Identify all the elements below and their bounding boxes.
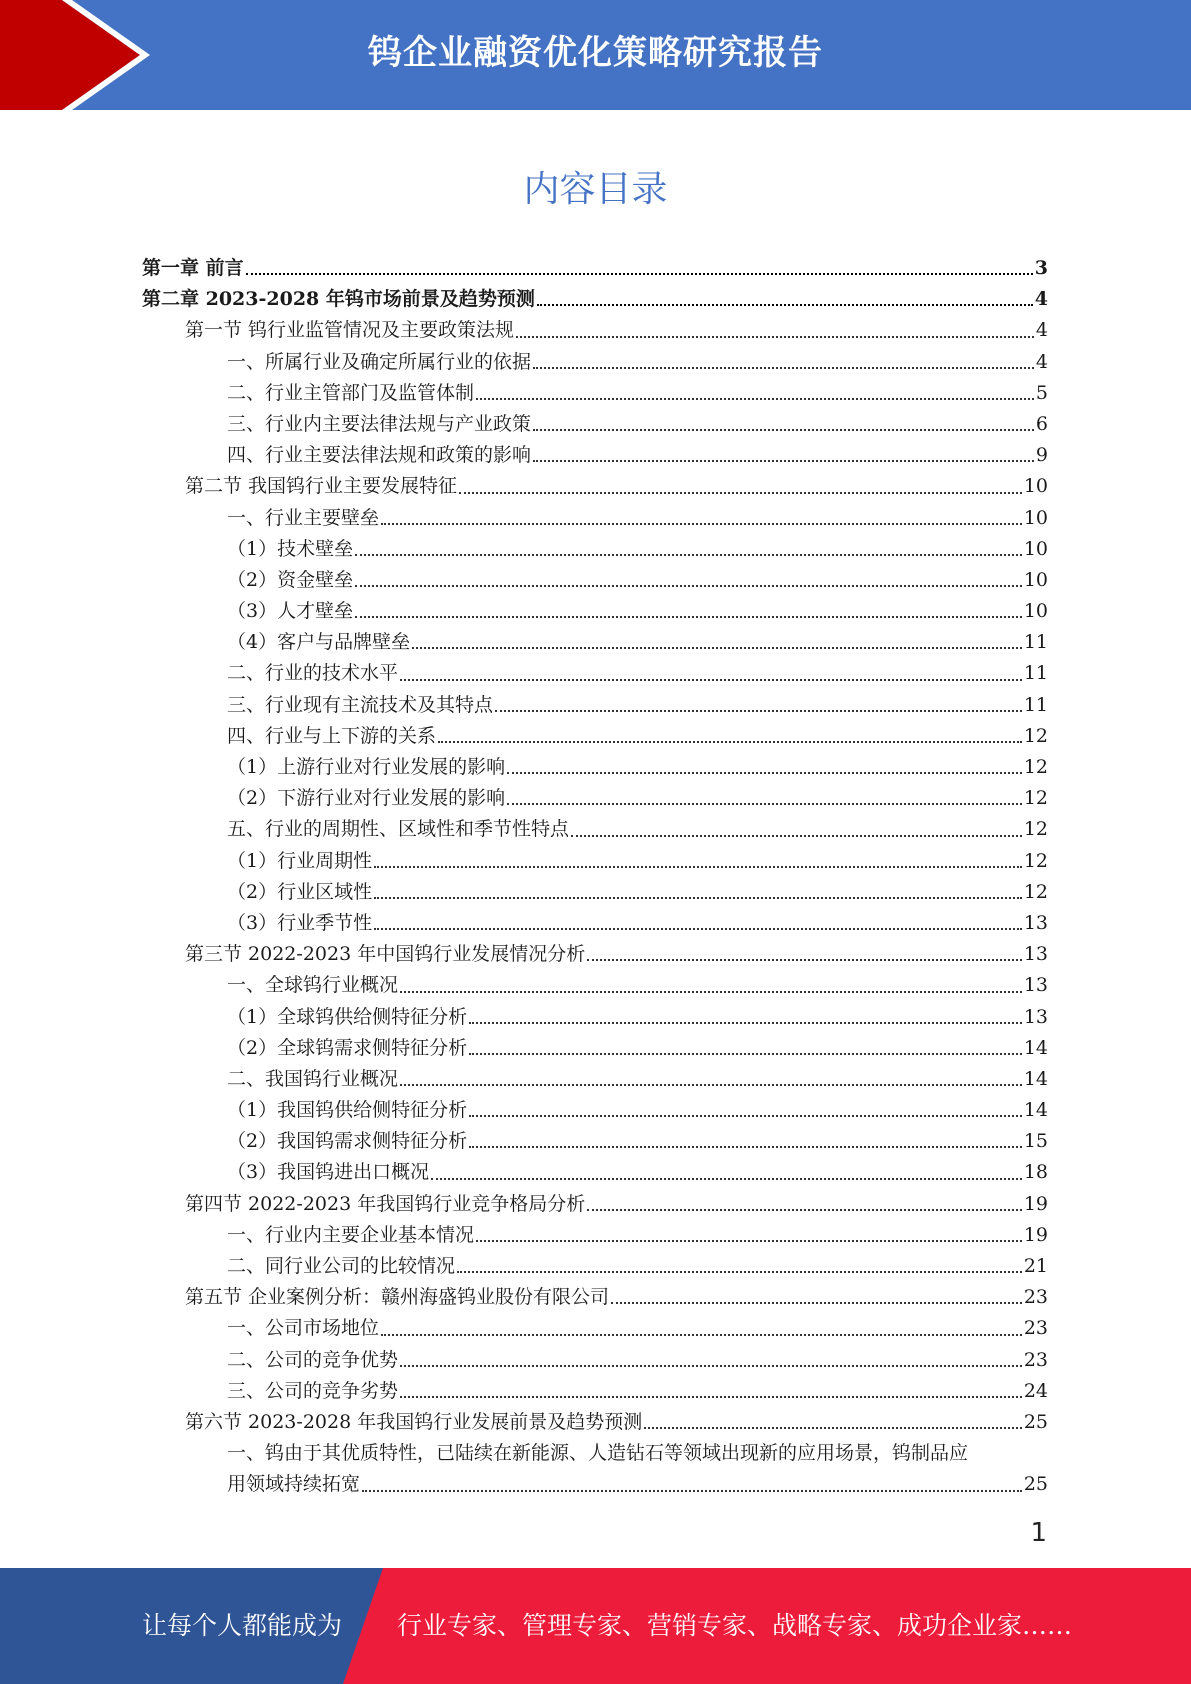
toc-entry[interactable] bbox=[142, 1282, 1048, 1313]
toc-entry-page: 13 bbox=[1023, 974, 1048, 997]
toc-dot-leader bbox=[469, 1115, 1022, 1117]
toc-dot-leader bbox=[587, 1209, 1022, 1211]
toc-entry[interactable] bbox=[142, 596, 1048, 627]
toc-entry-label: 一、公司市场地位 bbox=[227, 1317, 380, 1340]
toc-entry[interactable] bbox=[142, 877, 1048, 908]
toc-entry-page: 5 bbox=[1035, 381, 1048, 404]
footer-slogan-left: 让每个人都能成为 bbox=[142, 1611, 343, 1640]
toc-entry-label: 一、全球钨行业概况 bbox=[227, 974, 399, 997]
toc-dot-leader bbox=[400, 991, 1022, 993]
toc-entry-page: 9 bbox=[1035, 444, 1048, 467]
toc-entry[interactable] bbox=[142, 315, 1048, 346]
toc-dot-leader bbox=[476, 398, 1034, 400]
toc-entry-label-line2: 用领域持续拓宽 bbox=[227, 1473, 361, 1496]
toc-entry[interactable] bbox=[142, 284, 1048, 315]
toc-entry-label: （2）资金壁垒 bbox=[227, 568, 354, 591]
toc-entry[interactable] bbox=[142, 1002, 1048, 1033]
toc-entry-page: 19 bbox=[1023, 1223, 1048, 1246]
toc-entry-label: （1）上游行业对行业发展的影响 bbox=[227, 756, 506, 778]
toc-entry[interactable] bbox=[142, 1126, 1048, 1157]
toc-entry-label: 四、行业主要法律法规和政策的影响 bbox=[227, 444, 532, 467]
toc-entry-label: 三、行业内主要法律法规与产业政策 bbox=[227, 412, 532, 435]
toc-entry[interactable] bbox=[142, 690, 1048, 721]
toc-entry-page: 14 bbox=[1023, 1036, 1048, 1059]
toc-entry[interactable] bbox=[142, 814, 1048, 845]
toc-entry[interactable] bbox=[142, 253, 1048, 284]
toc-entry-page: 24 bbox=[1023, 1379, 1048, 1402]
toc-entry-label: （2）我国钨需求侧特征分析 bbox=[227, 1130, 468, 1153]
toc-dot-leader bbox=[374, 897, 1022, 899]
table-of-contents bbox=[142, 253, 1048, 1501]
toc-entry[interactable] bbox=[142, 1064, 1048, 1095]
toc-dot-leader bbox=[587, 959, 1022, 961]
toc-entry[interactable] bbox=[142, 752, 1048, 783]
toc-heading: 内容目录 bbox=[523, 169, 668, 210]
toc-dot-leader bbox=[516, 336, 1034, 338]
toc-entry-label: （2）行业区域性 bbox=[227, 880, 373, 903]
toc-entry-page: 25 bbox=[1023, 1473, 1048, 1496]
toc-dot-leader bbox=[438, 741, 1022, 743]
toc-entry-page: 23 bbox=[1023, 1286, 1048, 1309]
toc-dot-leader bbox=[507, 803, 1022, 805]
toc-entry-label: 第二章 2023-2028 年钨市场前景及趋势预测 bbox=[142, 288, 535, 311]
toc-entry-label: 四、行业与上下游的关系 bbox=[227, 724, 437, 747]
toc-dot-leader bbox=[611, 1302, 1022, 1304]
toc-entry-page: 15 bbox=[1023, 1130, 1048, 1153]
toc-entry-page: 10 bbox=[1023, 568, 1048, 591]
page-number: 1 bbox=[1030, 1518, 1047, 1548]
toc-dot-leader bbox=[246, 273, 1033, 275]
toc-dot-leader bbox=[537, 304, 1033, 306]
toc-entry-label: 一、所属行业及确定所属行业的依据 bbox=[227, 350, 532, 373]
toc-entry-label: （2）下游行业对行业发展的影响 bbox=[227, 787, 506, 810]
toc-entry-page: 13 bbox=[1023, 1005, 1048, 1028]
toc-entry-label: （2）全球钨需求侧特征分析 bbox=[227, 1036, 468, 1059]
footer-banner bbox=[0, 1568, 1191, 1684]
toc-dot-leader bbox=[381, 523, 1022, 525]
toc-entry-page: 12 bbox=[1023, 818, 1048, 841]
toc-dot-leader bbox=[381, 1334, 1022, 1336]
toc-entry-page: 4 bbox=[1035, 319, 1048, 342]
toc-entry[interactable] bbox=[142, 1095, 1048, 1126]
toc-dot-leader bbox=[374, 866, 1022, 868]
toc-entry-page: 13 bbox=[1023, 911, 1048, 934]
toc-entry[interactable] bbox=[142, 1313, 1048, 1344]
toc-dot-leader bbox=[431, 1178, 1022, 1180]
toc-entry-page: 21 bbox=[1023, 1255, 1048, 1277]
toc-entry-page: 6 bbox=[1035, 412, 1048, 435]
toc-entry[interactable] bbox=[142, 1376, 1048, 1407]
toc-dot-leader bbox=[355, 616, 1022, 618]
toc-entry[interactable] bbox=[142, 378, 1048, 409]
toc-dot-leader bbox=[533, 367, 1034, 369]
toc-entry-page: 4 bbox=[1034, 288, 1048, 311]
toc-entry-wrapped[interactable] bbox=[142, 1438, 1048, 1500]
toc-entry[interactable] bbox=[142, 908, 1048, 939]
toc-entry-page: 3 bbox=[1034, 257, 1048, 279]
toc-entry-label: （3）人才壁垒 bbox=[227, 600, 354, 623]
toc-entry-label: 第二节 我国钨行业主要发展特征 bbox=[185, 475, 458, 498]
toc-dot-leader bbox=[533, 460, 1034, 462]
toc-entry-label: 五、行业的周期性、区域性和季节性特点 bbox=[227, 818, 570, 841]
toc-dot-leader bbox=[355, 554, 1022, 556]
toc-entry-page: 12 bbox=[1023, 787, 1048, 810]
toc-entry-label: 第三节 2022-2023 年中国钨行业发展情况分析 bbox=[185, 943, 586, 966]
toc-entry[interactable] bbox=[142, 970, 1048, 1001]
toc-entry-label: （1）我国钨供给侧特征分析 bbox=[227, 1099, 468, 1122]
toc-entry-page: 19 bbox=[1023, 1192, 1048, 1215]
toc-dot-leader bbox=[476, 1240, 1022, 1242]
toc-entry-page: 12 bbox=[1023, 880, 1048, 903]
toc-dot-leader bbox=[412, 647, 1022, 649]
toc-dot-leader bbox=[400, 1365, 1022, 1367]
toc-dot-leader bbox=[469, 1053, 1022, 1055]
toc-entry-label: 二、行业主管部门及监管体制 bbox=[227, 381, 475, 404]
toc-dot-leader bbox=[400, 679, 1022, 681]
toc-entry[interactable] bbox=[142, 783, 1048, 814]
toc-entry-label: （3）我国钨进出口概况 bbox=[227, 1161, 430, 1184]
report-title: 钨企业融资优化策略研究报告 bbox=[368, 33, 823, 73]
toc-entry[interactable] bbox=[142, 1251, 1048, 1282]
toc-entry[interactable] bbox=[142, 347, 1048, 378]
toc-entry-page: 18 bbox=[1023, 1161, 1048, 1184]
toc-dot-leader bbox=[362, 1490, 1022, 1492]
toc-entry-page: 23 bbox=[1023, 1317, 1048, 1340]
toc-entry[interactable] bbox=[142, 846, 1048, 877]
toc-entry-label: 第一节 钨行业监管情况及主要政策法规 bbox=[185, 319, 515, 342]
toc-entry-page: 14 bbox=[1023, 1067, 1048, 1090]
toc-entry-label: 二、同行业公司的比较情况 bbox=[227, 1255, 456, 1277]
toc-entry-page: 10 bbox=[1023, 537, 1048, 560]
toc-entry[interactable] bbox=[142, 440, 1048, 471]
toc-entry-label: 第一章 前言 bbox=[142, 257, 244, 279]
toc-entry-label: 二、行业的技术水平 bbox=[227, 662, 399, 685]
toc-entry-label: 二、我国钨行业概况 bbox=[227, 1067, 399, 1090]
toc-entry-page: 4 bbox=[1035, 350, 1048, 373]
toc-entry-label: 三、公司的竞争劣势 bbox=[227, 1379, 399, 1402]
toc-entry-page: 10 bbox=[1023, 600, 1048, 623]
toc-dot-leader bbox=[644, 1427, 1022, 1429]
toc-dot-leader bbox=[459, 492, 1022, 494]
toc-dot-leader bbox=[400, 1084, 1022, 1086]
toc-entry-label: 第四节 2022-2023 年我国钨行业竞争格局分析 bbox=[185, 1192, 586, 1215]
toc-entry[interactable] bbox=[142, 721, 1048, 752]
toc-entry-label: 二、公司的竞争优势 bbox=[227, 1348, 399, 1371]
toc-entry-label: 一、行业主要壁垒 bbox=[227, 506, 380, 529]
toc-entry-page: 10 bbox=[1023, 506, 1048, 529]
toc-entry-label: （1）技术壁垒 bbox=[227, 537, 354, 560]
toc-entry-page: 12 bbox=[1023, 849, 1048, 872]
toc-entry[interactable] bbox=[142, 939, 1048, 970]
toc-dot-leader bbox=[533, 429, 1034, 431]
toc-entry[interactable] bbox=[142, 1157, 1048, 1188]
toc-entry-page: 13 bbox=[1023, 943, 1048, 966]
toc-entry-page: 12 bbox=[1023, 724, 1048, 747]
toc-entry[interactable] bbox=[142, 565, 1048, 596]
toc-entry[interactable] bbox=[142, 1220, 1048, 1251]
toc-entry[interactable] bbox=[142, 471, 1048, 502]
toc-entry-label: 三、行业现有主流技术及其特点 bbox=[227, 693, 494, 716]
toc-dot-leader bbox=[355, 585, 1022, 587]
toc-entry-page: 12 bbox=[1023, 756, 1048, 778]
toc-dot-leader bbox=[400, 1396, 1022, 1398]
toc-entry[interactable] bbox=[142, 1407, 1048, 1438]
header-banner bbox=[0, 0, 1191, 110]
toc-entry[interactable] bbox=[142, 409, 1048, 440]
toc-dot-leader bbox=[457, 1271, 1022, 1273]
toc-entry[interactable] bbox=[142, 1189, 1048, 1220]
toc-entry-page: 11 bbox=[1023, 693, 1048, 716]
toc-dot-leader bbox=[374, 928, 1022, 930]
toc-entry-label-line1: 一、钨由于其优质特性，已陆续在新能源、人造钻石等领域出现新的应用场景，钨制品应 bbox=[227, 1442, 969, 1465]
toc-entry[interactable] bbox=[142, 1345, 1048, 1376]
toc-dot-leader bbox=[469, 1022, 1022, 1024]
toc-entry[interactable] bbox=[142, 534, 1048, 565]
toc-entry-label: （1）全球钨供给侧特征分析 bbox=[227, 1005, 468, 1028]
toc-entry-page: 23 bbox=[1023, 1348, 1048, 1371]
footer-slogan-right: 行业专家、管理专家、营销专家、战略专家、成功企业家…… bbox=[397, 1611, 1073, 1640]
toc-dot-leader bbox=[495, 710, 1022, 712]
toc-dot-leader bbox=[571, 835, 1022, 837]
toc-entry[interactable] bbox=[142, 627, 1048, 658]
toc-entry-label: （3）行业季节性 bbox=[227, 911, 373, 934]
toc-entry-label: 第六节 2023-2028 年我国钨行业发展前景及趋势预测 bbox=[185, 1410, 643, 1433]
toc-entry[interactable] bbox=[142, 1033, 1048, 1064]
toc-entry[interactable] bbox=[142, 503, 1048, 534]
toc-entry-page: 10 bbox=[1023, 475, 1048, 498]
toc-entry-page: 25 bbox=[1023, 1410, 1048, 1433]
toc-entry-page: 14 bbox=[1023, 1099, 1048, 1122]
toc-dot-leader bbox=[469, 1146, 1022, 1148]
toc-entry-label: （4）客户与品牌壁垒 bbox=[227, 631, 411, 654]
toc-entry-label: 第五节 企业案例分析：赣州海盛钨业股份有限公司 bbox=[185, 1286, 610, 1309]
toc-entry-page: 11 bbox=[1023, 662, 1048, 685]
toc-dot-leader bbox=[507, 772, 1022, 774]
toc-entry-label: 一、行业内主要企业基本情况 bbox=[227, 1223, 475, 1246]
toc-entry[interactable] bbox=[142, 658, 1048, 689]
toc-entry-page: 11 bbox=[1023, 631, 1048, 654]
toc-entry-label: （1）行业周期性 bbox=[227, 849, 373, 872]
